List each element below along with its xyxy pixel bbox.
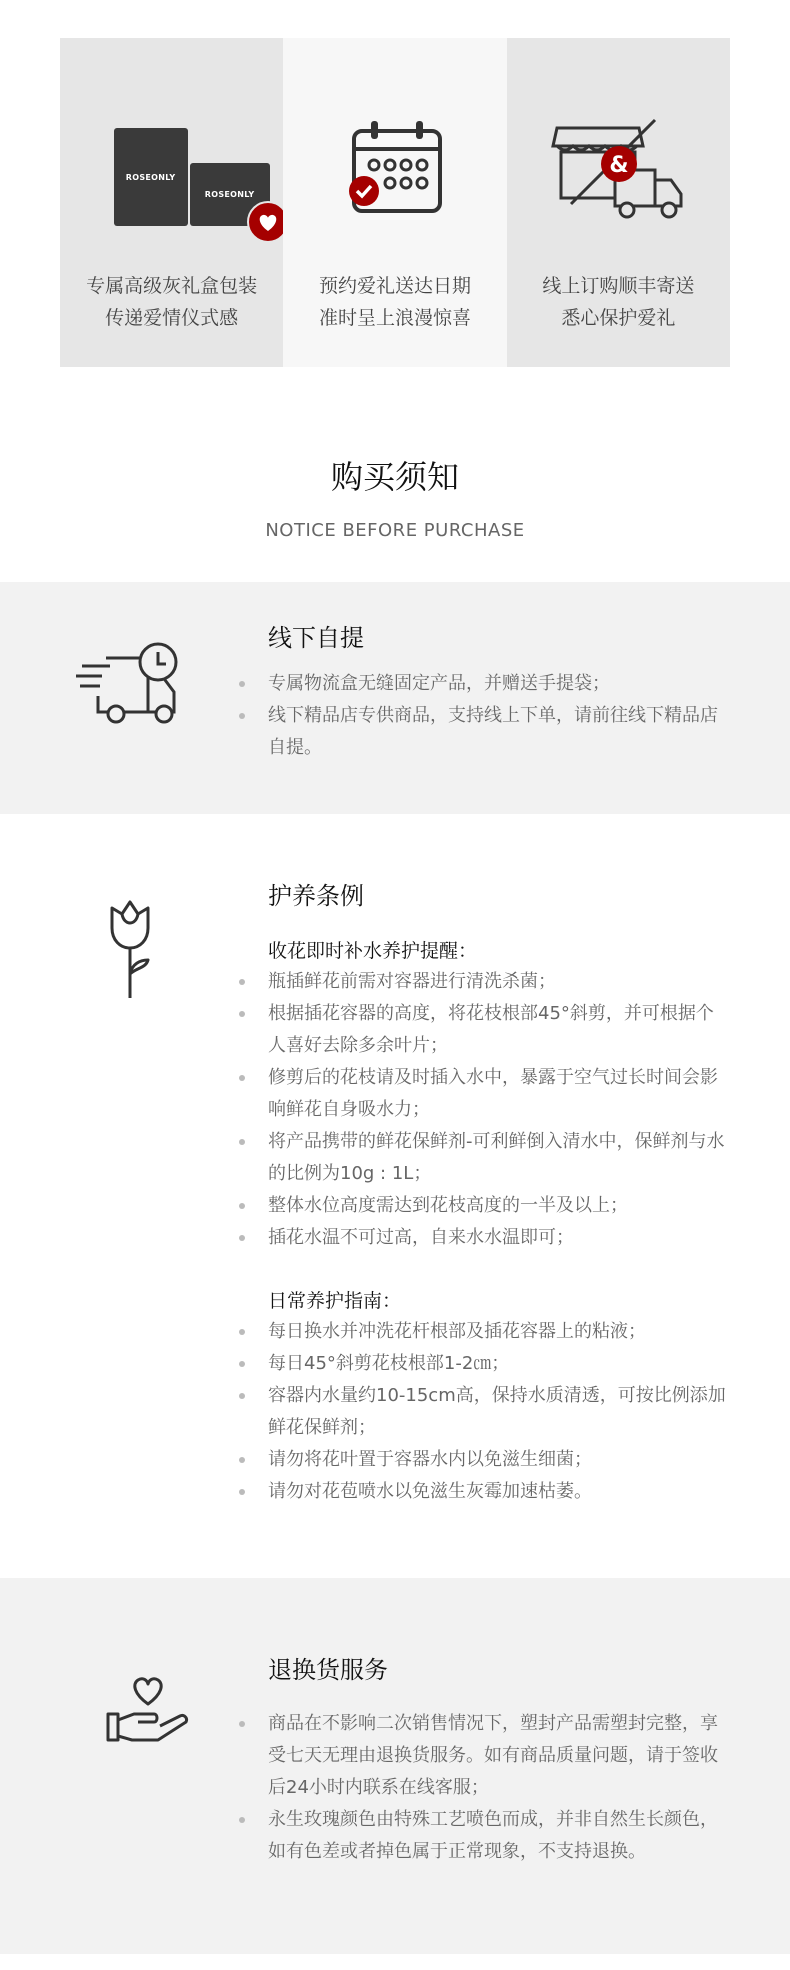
care-group1-title: 收花即时补水养护提醒： xyxy=(268,940,478,962)
gift-box-icon xyxy=(60,108,283,228)
feature-text xyxy=(283,270,506,334)
rose-icon xyxy=(104,898,156,1000)
pickup-title: 线下自提 xyxy=(268,624,364,652)
feature-line: 专属高级灰礼盒包装 xyxy=(86,275,258,297)
list-item: 每日45°斜剪花枝根部1-2㎝； xyxy=(268,1348,728,1380)
returns-list xyxy=(268,1708,728,1868)
notice-header xyxy=(0,452,790,541)
list-item: 专属物流盒无缝固定产品，并赠送手提袋； xyxy=(268,668,728,700)
feature-text xyxy=(507,270,730,334)
care-group2-title: 日常养护指南： xyxy=(268,1290,402,1312)
list-item: 修剪后的花枝请及时插入水中，暴露于空气过长时间会影响鲜花自身吸水力； xyxy=(268,1062,728,1126)
list-item: 整体水位高度需达到花枝高度的一半及以上； xyxy=(268,1190,728,1222)
list-item: 容器内水量约10-15cm高，保持水质清透，可按比例添加鲜花保鲜剂； xyxy=(268,1380,728,1444)
returns-title: 退换货服务 xyxy=(268,1656,388,1684)
feature-appointment xyxy=(283,38,506,367)
calendar-check-icon xyxy=(283,108,506,228)
brand-label: ROSEONLY xyxy=(204,190,255,199)
list-item: 根据插花容器的高度，将花枝根部45°斜剪，并可根据个人喜好去除多余叶片； xyxy=(268,998,728,1062)
list-item: 商品在不影响二次销售情况下，塑封产品需塑封完整，享受七天无理由退换货服务。如有商品质量问题，请于签收后24小时内联系在线客服； xyxy=(268,1708,728,1804)
list-item: 请勿对花苞喷水以免滋生灰霉加速枯萎。 xyxy=(268,1476,728,1508)
notice-subtitle: NOTICE BEFORE PURCHASE xyxy=(265,520,525,541)
care-group2-list xyxy=(268,1316,728,1508)
pickup-section xyxy=(0,582,790,814)
list-item: 每日换水并冲洗花杆根部及插花容器上的粘液； xyxy=(268,1316,728,1348)
feature-line: 线上订购顺丰寄送 xyxy=(542,275,695,297)
list-item: 请勿将花叶置于容器水内以免滋生细菌； xyxy=(268,1444,728,1476)
delivery-truck-clock-icon xyxy=(76,640,186,730)
feature-shipping xyxy=(507,38,730,367)
gift-box-large xyxy=(114,128,188,226)
svg-text:&: & xyxy=(609,153,629,178)
feature-text xyxy=(60,270,283,334)
feature-line: 预约爱礼送达日期 xyxy=(318,275,471,297)
care-title: 护养条例 xyxy=(268,882,364,910)
heart-hand-icon xyxy=(104,1670,190,1746)
feature-gift-box xyxy=(60,38,283,367)
feature-line: 传递爱情仪式感 xyxy=(105,307,239,329)
pickup-list xyxy=(268,668,728,764)
feature-line: 准时呈上浪漫惊喜 xyxy=(318,307,471,329)
feature-strip xyxy=(60,38,730,367)
brand-label: ROSEONLY xyxy=(125,172,176,182)
list-item: 插花水温不可过高，自来水水温即可； xyxy=(268,1222,728,1254)
feature-line: 悉心保护爱礼 xyxy=(561,307,676,329)
returns-section xyxy=(0,1578,790,1954)
list-item: 瓶插鲜花前需对容器进行清洗杀菌； xyxy=(268,966,728,998)
care-group1-list xyxy=(268,966,728,1254)
care-section xyxy=(0,814,790,1578)
list-item: 将产品携带的鲜花保鲜剂-可利鲜倒入清水中，保鲜剂与水的比例为10g : 1L； xyxy=(268,1126,728,1190)
list-item: 线下精品店专供商品，支持线上下单，请前往线下精品店自提。 xyxy=(268,700,728,764)
list-item: 永生玫瑰颜色由特殊工艺喷色而成，并非自然生长颜色，如有色差或者掉色属于正常现象，不支持退换。 xyxy=(268,1804,728,1868)
notice-title: 购买须知 xyxy=(330,458,459,496)
store-delivery-icon xyxy=(507,108,730,228)
